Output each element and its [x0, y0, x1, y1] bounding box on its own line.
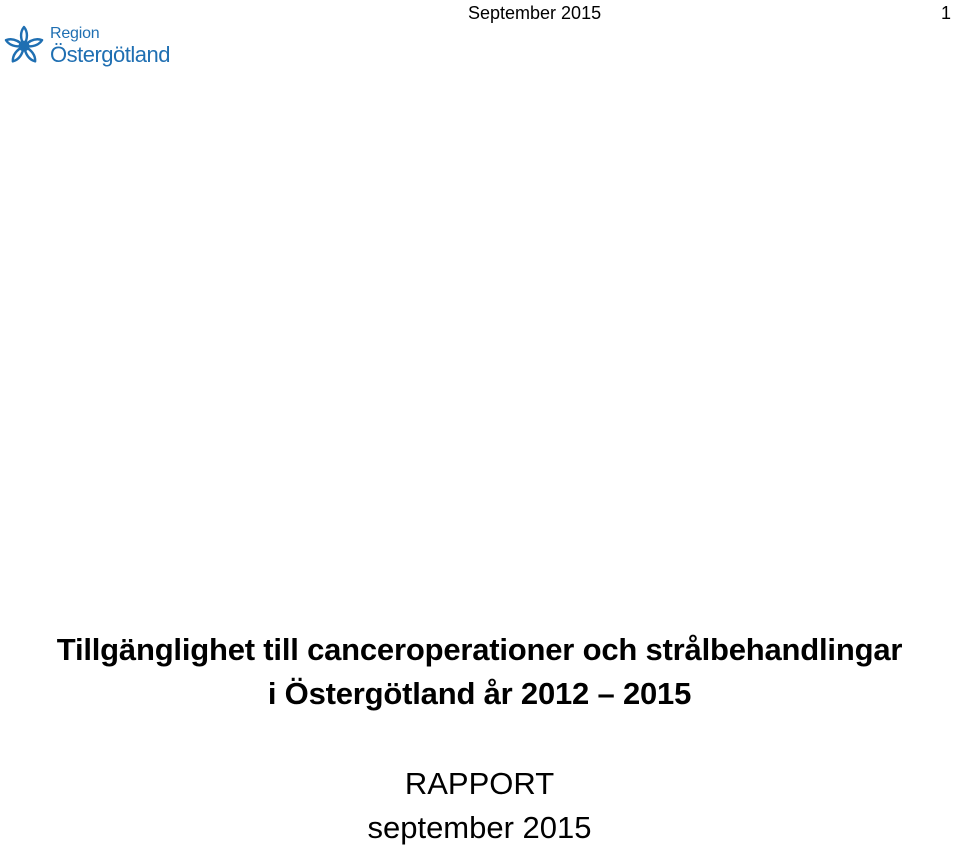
document-title [0, 628, 959, 716]
report-date: september 2015 [367, 810, 592, 845]
page-number: 1 [940, 3, 951, 23]
logo-line-ostergotland: Östergötland [50, 42, 170, 67]
header-date: September 2015 [468, 3, 602, 23]
logo-wordmark [50, 26, 170, 66]
report-info [0, 762, 959, 850]
logo-line-region: Region [50, 25, 100, 42]
title-line-1: Tillgänglighet till canceroperationer och strålbehandlingar [56, 632, 903, 667]
region-ostergotland-logo [2, 22, 182, 70]
flower-icon [2, 24, 46, 68]
report-label: RAPPORT [404, 766, 555, 801]
title-line-2: i Östergötland år 2012 – 2015 [267, 676, 692, 711]
